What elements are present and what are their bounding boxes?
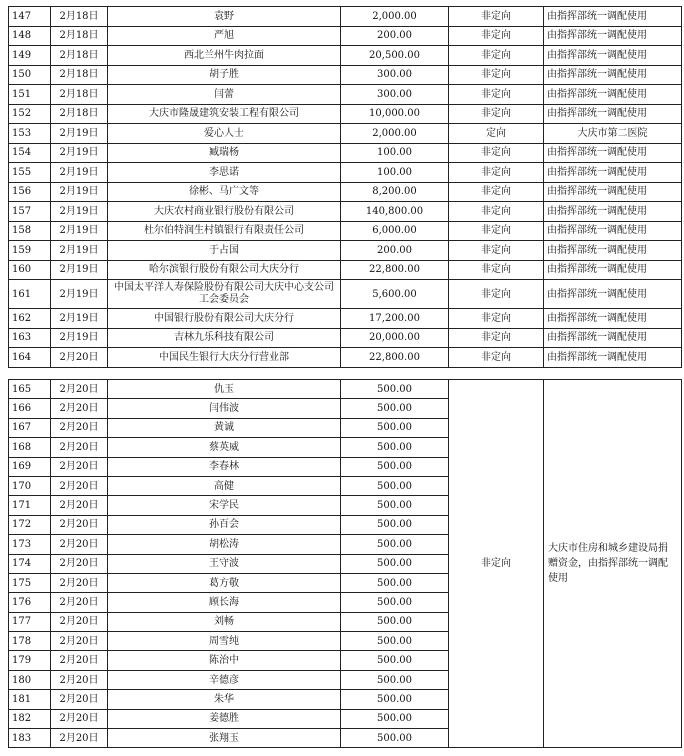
type-cell: 非定向 <box>449 202 544 222</box>
donor-cell: 黄诚 <box>108 418 341 437</box>
donor-cell: 闫蕾 <box>108 85 341 105</box>
type-cell: 非定向 <box>449 182 544 202</box>
donor-cell: 张翔玉 <box>108 729 341 748</box>
row-number-cell: 167 <box>9 418 51 437</box>
table-row <box>9 348 682 368</box>
row-number-cell: 180 <box>9 670 51 689</box>
donor-cell: 哈尔滨银行股份有限公司大庆分行 <box>108 260 341 280</box>
donor-cell: 蔡英威 <box>108 438 341 457</box>
amount-cell: 22,800.00 <box>341 348 449 368</box>
amount-cell: 500.00 <box>341 457 449 476</box>
type-cell: 非定向 <box>449 260 544 280</box>
row-number-cell: 162 <box>9 309 51 329</box>
table-row <box>9 202 682 222</box>
table-row <box>9 280 682 309</box>
row-number-cell: 179 <box>9 651 51 670</box>
date-cell: 2月19日 <box>51 202 108 222</box>
row-number-cell: 149 <box>9 46 51 66</box>
date-cell: 2月20日 <box>51 670 108 689</box>
donor-cell: 葛方敬 <box>108 573 341 592</box>
table-row <box>9 65 682 85</box>
amount-cell: 2,000.00 <box>341 124 449 144</box>
donor-cell: 周雪纯 <box>108 632 341 651</box>
donor-cell: 臧瑞杨 <box>108 143 341 163</box>
row-number-cell: 155 <box>9 163 51 183</box>
row-number-cell: 159 <box>9 241 51 261</box>
donation-table-bottom-body <box>9 380 682 748</box>
donor-cell: 胡子胜 <box>108 65 341 85</box>
date-cell: 2月20日 <box>51 651 108 670</box>
row-number-cell: 157 <box>9 202 51 222</box>
use-cell: 由指挥部统一调配使用 <box>544 260 682 280</box>
row-number-cell: 163 <box>9 328 51 348</box>
date-cell: 2月20日 <box>51 632 108 651</box>
amount-cell: 20,000.00 <box>341 328 449 348</box>
date-cell: 2月20日 <box>51 496 108 515</box>
date-cell: 2月20日 <box>51 709 108 728</box>
use-cell: 由指挥部统一调配使用 <box>544 309 682 329</box>
donor-cell: 姜德胜 <box>108 709 341 728</box>
date-cell: 2月20日 <box>51 476 108 495</box>
amount-cell: 200.00 <box>341 26 449 46</box>
date-cell: 2月20日 <box>51 399 108 418</box>
amount-cell: 500.00 <box>341 670 449 689</box>
amount-cell: 500.00 <box>341 496 449 515</box>
amount-cell: 500.00 <box>341 554 449 573</box>
table-row <box>9 143 682 163</box>
date-cell: 2月20日 <box>51 573 108 592</box>
row-number-cell: 181 <box>9 690 51 709</box>
table-row <box>9 7 682 27</box>
use-cell: 由指挥部统一调配使用 <box>544 202 682 222</box>
amount-cell: 2,000.00 <box>341 7 449 27</box>
date-cell: 2月18日 <box>51 85 108 105</box>
amount-cell: 100.00 <box>341 163 449 183</box>
row-number-cell: 174 <box>9 554 51 573</box>
amount-cell: 300.00 <box>341 85 449 105</box>
row-number-cell: 168 <box>9 438 51 457</box>
date-cell: 2月19日 <box>51 163 108 183</box>
amount-cell: 500.00 <box>341 535 449 554</box>
type-cell: 定向 <box>449 124 544 144</box>
type-cell: 非定向 <box>449 46 544 66</box>
date-cell: 2月20日 <box>51 729 108 748</box>
amount-cell: 500.00 <box>341 709 449 728</box>
table-row <box>9 46 682 66</box>
type-cell: 非定向 <box>449 143 544 163</box>
amount-cell: 500.00 <box>341 593 449 612</box>
donor-cell: 辛德彦 <box>108 670 341 689</box>
use-cell: 由指挥部统一调配使用 <box>544 7 682 27</box>
type-cell: 非定向 <box>449 26 544 46</box>
table-row <box>9 163 682 183</box>
row-number-cell: 164 <box>9 348 51 368</box>
amount-cell: 500.00 <box>341 438 449 457</box>
date-cell: 2月18日 <box>51 46 108 66</box>
date-cell: 2月18日 <box>51 7 108 27</box>
type-cell: 非定向 <box>449 280 544 309</box>
table-row <box>9 182 682 202</box>
date-cell: 2月19日 <box>51 280 108 309</box>
date-cell: 2月19日 <box>51 143 108 163</box>
date-cell: 2月19日 <box>51 260 108 280</box>
date-cell: 2月18日 <box>51 26 108 46</box>
row-number-cell: 156 <box>9 182 51 202</box>
donor-cell: 于占国 <box>108 241 341 261</box>
type-cell: 非定向 <box>449 221 544 241</box>
donor-cell: 闫伟波 <box>108 399 341 418</box>
table-row <box>9 380 682 399</box>
donor-cell: 孙百会 <box>108 515 341 534</box>
amount-cell: 140,800.00 <box>341 202 449 222</box>
table-row <box>9 309 682 329</box>
type-cell: 非定向 <box>449 241 544 261</box>
row-number-cell: 150 <box>9 65 51 85</box>
donor-cell: 陈治中 <box>108 651 341 670</box>
donor-cell: 吉林九乐科技有限公司 <box>108 328 341 348</box>
date-cell: 2月20日 <box>51 457 108 476</box>
type-cell: 非定向 <box>449 7 544 27</box>
row-number-cell: 148 <box>9 26 51 46</box>
donor-cell: 大庆市隆晟建筑安装工程有限公司 <box>108 104 341 124</box>
row-number-cell: 172 <box>9 515 51 534</box>
row-number-cell: 169 <box>9 457 51 476</box>
use-cell: 由指挥部统一调配使用 <box>544 241 682 261</box>
donor-cell: 王守波 <box>108 554 341 573</box>
type-cell: 非定向 <box>449 104 544 124</box>
amount-cell: 500.00 <box>341 632 449 651</box>
date-cell: 2月20日 <box>51 612 108 631</box>
row-number-cell: 183 <box>9 729 51 748</box>
amount-cell: 300.00 <box>341 65 449 85</box>
merged-use-cell: 大庆市住房和城乡建设局捐赠资金，由指挥部统一调配使用 <box>544 380 682 748</box>
date-cell: 2月19日 <box>51 124 108 144</box>
date-cell: 2月20日 <box>51 535 108 554</box>
table-row <box>9 328 682 348</box>
amount-cell: 20,500.00 <box>341 46 449 66</box>
table-row <box>9 221 682 241</box>
row-number-cell: 154 <box>9 143 51 163</box>
date-cell: 2月20日 <box>51 418 108 437</box>
date-cell: 2月20日 <box>51 438 108 457</box>
table-row <box>9 124 682 144</box>
row-number-cell: 147 <box>9 7 51 27</box>
amount-cell: 5,600.00 <box>341 280 449 309</box>
row-number-cell: 178 <box>9 632 51 651</box>
use-cell: 大庆市第二医院 <box>544 124 682 144</box>
donor-cell: 胡松涛 <box>108 535 341 554</box>
use-cell: 由指挥部统一调配使用 <box>544 348 682 368</box>
row-number-cell: 173 <box>9 535 51 554</box>
amount-cell: 200.00 <box>341 241 449 261</box>
donor-cell: 徐彬、马广文等 <box>108 182 341 202</box>
amount-cell: 500.00 <box>341 612 449 631</box>
amount-cell: 500.00 <box>341 418 449 437</box>
donor-cell: 西北兰州牛肉拉面 <box>108 46 341 66</box>
donor-cell: 朱华 <box>108 690 341 709</box>
use-cell: 由指挥部统一调配使用 <box>544 143 682 163</box>
amount-cell: 500.00 <box>341 399 449 418</box>
donor-cell: 李春林 <box>108 457 341 476</box>
table-row <box>9 85 682 105</box>
row-number-cell: 158 <box>9 221 51 241</box>
amount-cell: 500.00 <box>341 651 449 670</box>
donation-table-top-body <box>9 7 682 368</box>
row-number-cell: 171 <box>9 496 51 515</box>
use-cell: 由指挥部统一调配使用 <box>544 163 682 183</box>
date-cell: 2月19日 <box>51 328 108 348</box>
amount-cell: 500.00 <box>341 476 449 495</box>
date-cell: 2月20日 <box>51 380 108 399</box>
use-cell: 由指挥部统一调配使用 <box>544 46 682 66</box>
use-cell: 由指挥部统一调配使用 <box>544 104 682 124</box>
amount-cell: 6,000.00 <box>341 221 449 241</box>
donor-cell: 中国银行股份有限公司大庆分行 <box>108 309 341 329</box>
amount-cell: 500.00 <box>341 515 449 534</box>
row-number-cell: 175 <box>9 573 51 592</box>
row-number-cell: 166 <box>9 399 51 418</box>
donor-cell: 爱心人士 <box>108 124 341 144</box>
amount-cell: 500.00 <box>341 690 449 709</box>
use-cell: 由指挥部统一调配使用 <box>544 182 682 202</box>
amount-cell: 8,200.00 <box>341 182 449 202</box>
row-number-cell: 165 <box>9 380 51 399</box>
type-cell: 非定向 <box>449 85 544 105</box>
row-number-cell: 152 <box>9 104 51 124</box>
row-number-cell: 153 <box>9 124 51 144</box>
date-cell: 2月19日 <box>51 309 108 329</box>
type-cell: 非定向 <box>449 65 544 85</box>
use-cell: 由指挥部统一调配使用 <box>544 221 682 241</box>
amount-cell: 100.00 <box>341 143 449 163</box>
row-number-cell: 151 <box>9 85 51 105</box>
donor-cell: 宋学民 <box>108 496 341 515</box>
use-cell: 由指挥部统一调配使用 <box>544 328 682 348</box>
use-cell: 由指挥部统一调配使用 <box>544 65 682 85</box>
merged-type-cell: 非定向 <box>449 380 544 748</box>
donor-cell: 杜尔伯特润生村镇银行有限责任公司 <box>108 221 341 241</box>
amount-cell: 500.00 <box>341 573 449 592</box>
amount-cell: 500.00 <box>341 729 449 748</box>
amount-cell: 10,000.00 <box>341 104 449 124</box>
use-cell: 由指挥部统一调配使用 <box>544 26 682 46</box>
date-cell: 2月19日 <box>51 241 108 261</box>
table-row <box>9 104 682 124</box>
donor-cell: 刘畅 <box>108 612 341 631</box>
donor-cell: 仇玉 <box>108 380 341 399</box>
date-cell: 2月20日 <box>51 690 108 709</box>
use-cell: 由指挥部统一调配使用 <box>544 280 682 309</box>
amount-cell: 500.00 <box>341 380 449 399</box>
donor-cell: 中国民生银行大庆分行营业部 <box>108 348 341 368</box>
row-number-cell: 160 <box>9 260 51 280</box>
donor-cell: 高健 <box>108 476 341 495</box>
donor-cell: 中国太平洋人寿保险股份有限公司大庆中心支公司工会委员会 <box>108 280 341 309</box>
table-row <box>9 241 682 261</box>
row-number-cell: 182 <box>9 709 51 728</box>
donation-table-bottom <box>8 379 682 748</box>
date-cell: 2月19日 <box>51 221 108 241</box>
row-number-cell: 170 <box>9 476 51 495</box>
donor-cell: 顾长海 <box>108 593 341 612</box>
row-number-cell: 161 <box>9 280 51 309</box>
row-number-cell: 176 <box>9 593 51 612</box>
date-cell: 2月18日 <box>51 104 108 124</box>
donor-cell: 严旭 <box>108 26 341 46</box>
donation-table-top <box>8 6 682 368</box>
date-cell: 2月20日 <box>51 515 108 534</box>
date-cell: 2月18日 <box>51 65 108 85</box>
donor-cell: 袁野 <box>108 7 341 27</box>
amount-cell: 17,200.00 <box>341 309 449 329</box>
date-cell: 2月19日 <box>51 182 108 202</box>
date-cell: 2月20日 <box>51 593 108 612</box>
use-cell: 由指挥部统一调配使用 <box>544 85 682 105</box>
type-cell: 非定向 <box>449 163 544 183</box>
table-row <box>9 260 682 280</box>
table-row <box>9 26 682 46</box>
row-number-cell: 177 <box>9 612 51 631</box>
date-cell: 2月20日 <box>51 554 108 573</box>
type-cell: 非定向 <box>449 309 544 329</box>
type-cell: 非定向 <box>449 328 544 348</box>
donor-cell: 李思诺 <box>108 163 341 183</box>
donor-cell: 大庆农村商业银行股份有限公司 <box>108 202 341 222</box>
amount-cell: 22,800.00 <box>341 260 449 280</box>
type-cell: 非定向 <box>449 348 544 368</box>
date-cell: 2月20日 <box>51 348 108 368</box>
